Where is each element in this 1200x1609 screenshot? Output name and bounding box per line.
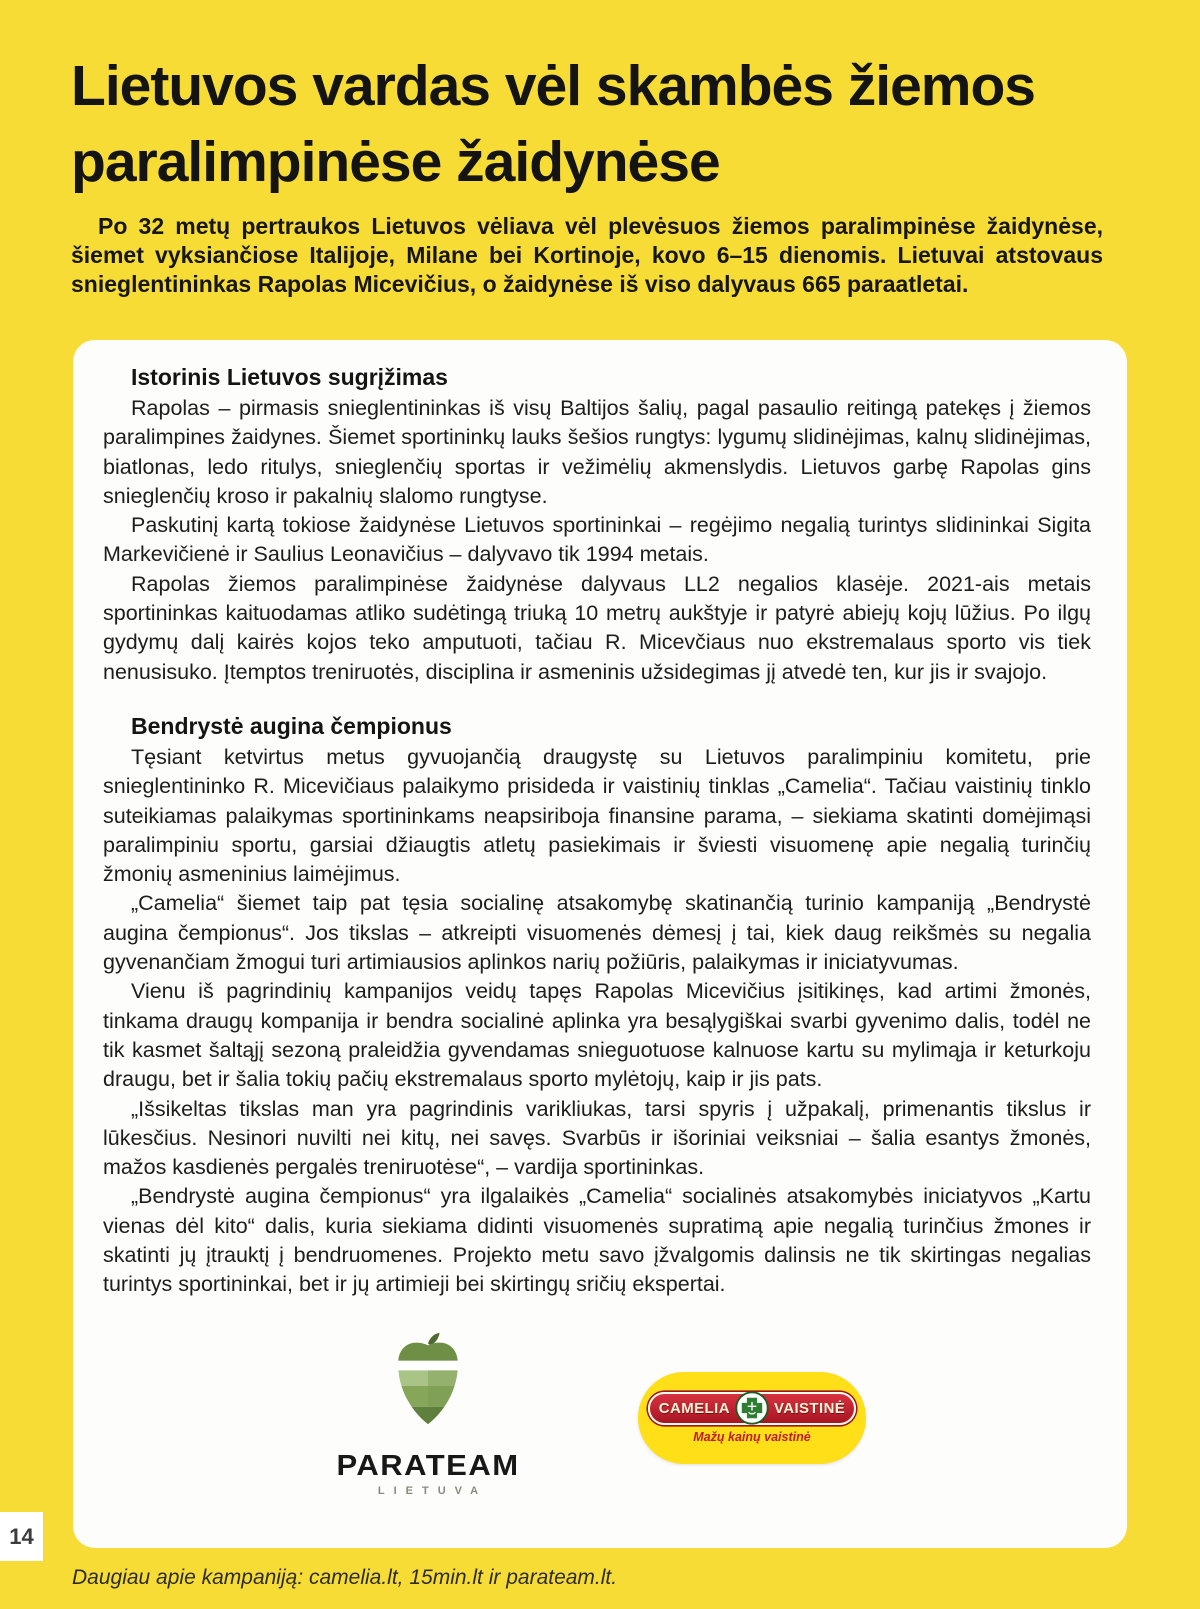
- section-heading-istorinis: Istorinis Lietuvos sugrįžimas: [131, 364, 448, 390]
- section-heading-bendryste: Bendrystė augina čempionus: [131, 712, 452, 739]
- article-paragraph: Rapolas – pirmasis snieglentininkas iš visų Baltijos šalių, pagal pasaulio reitingą patekęs į žiemos paralimpines žaidynes. Šiemet sportininkų lauks šešios rungtys: lygumų slidinėjimas, kalnų slidinėjimas, biatlonas, ledo ritulys, snieglenčių sportas ir vežimėlių akmenslydis. Lietuvos garbę Rapolas gins snieglenčių kroso ir pakalnių slalomo rungtyse.: [103, 396, 1091, 508]
- camelia-brand-right: VAISTINĖ: [773, 1399, 846, 1417]
- camelia-brand-band: [648, 1392, 856, 1425]
- camelia-logo: [638, 1372, 866, 1464]
- article-paragraph: „Camelia“ šiemet taip pat tęsia socialinę atsakomybę skatinančią turinio kampaniją „Bendrystė augina čempionus“. Jos tikslas – atkreipti visuomenės dėmesį į tai, kiek daug reikšmės su negalia gyvenančiam žmogui turi artimiausios aplinkos narių požiūris, palaikymas ir iniciatyvumas.: [103, 891, 1091, 975]
- parateam-subtitle: LIETUVA: [377, 1484, 488, 1497]
- footer-campaign-links: Daugiau apie kampaniją: camelia.lt, 15min.lt ir parateam.lt.: [72, 1566, 618, 1589]
- page-number: 14: [9, 1523, 34, 1549]
- sponsor-logos: [103, 1330, 1091, 1497]
- article-paragraph: „Bendrystė augina čempionus“ yra ilgalaikės „Camelia“ socialinės atsakomybės iniciatyvos „Kartu vienas dėl kito“ dalis, kuria siekiama didinti visuomenės supratimą apie negalią turinčius žmones ir skatinti jų įtrauktį į bendruomenes. Projekto metu savo įžvalgomis dalinsis ne tik skirtingas negalias turintys sportininkai, bet ir jų artimieji bei skirtingų sričių ekspertai.: [103, 1184, 1091, 1297]
- article-card: [73, 340, 1127, 1548]
- camelia-brand-left: CAMELIA: [658, 1399, 730, 1417]
- page-number-tab: [0, 1512, 43, 1561]
- article-paragraph: Paskutinį kartą tokiose žaidynėse Lietuvos sportininkai – regėjimo negalią turintys slidininkai Sigita Markevičienė ir Saulius Leonavičius – dalyvavo tik 1994 metais.: [103, 513, 1091, 567]
- camelia-tagline: Mažų kainų vaistinė: [693, 1429, 811, 1444]
- article-paragraph: Vienu iš pagrindinių kampanijos veidų tapęs Rapolas Micevičius įsitikinęs, kad artimi žmonės, tinkama draugų kompanija ir bendra socialinė aplinka yra besąlygiškai svarbi gyvenimo dalis, todėl ne tik kasmet šaltąjį sezoną praleidžia gyvendamas snieguotuose kalnuose kartu su mylimąja ir keturkoju draugu, bet ir šalia tokių pačių ekstremalaus sporto mylėtojų, kaip ir jis pats.: [103, 979, 1091, 1092]
- camelia-cross-icon: [735, 1391, 769, 1425]
- article-paragraph: Tęsiant ketvirtus metus gyvuojančią draugystę su Lietuvos paralimpiniu komitetu, prie snieglentininko R. Micevičiaus palaikymo prisideda ir vaistinių tinklas „Camelia“. Tačiau vaistinių tinklo suteikiamas palaikymas sportininkams neapsiriboja finansine parama, – siekiama skatinti domėjimąsi paralimpiniu sportu, garsiai džiaugtis atletų pasiekimais ir šviesti visuomenę apie negalią turinčių žmonių asmeninius laimėjimus.: [103, 744, 1091, 887]
- parateam-shield-icon: [389, 1330, 467, 1430]
- article-paragraph: „Išsikeltas tikslas man yra pagrindinis varikliukas, tarsi spyris į užpakalį, primenantis tikslus ir lūkesčius. Nesinori nuvilti nei kitų, nei savęs. Svarbūs ir išoriniai veiksniai – šalia esantys žmonės, mažos kasdienės pergalės treniruotėse“, – vardija sportininkas.: [103, 1096, 1091, 1180]
- intro-paragraph: Po 32 metų pertraukos Lietuvos vėliava vėl plevėsuos žiemos paralimpinėse žaidynėse, šiemet vyksiančiose Italijoje, Milane bei Kortinoje, kovo 6–15 dienomis. Lietuvai atstovaus snieglentininkas Rapolas Micevičius, o žaidynėse iš viso dalyvaus 665 paraatletai.: [71, 213, 1103, 297]
- parateam-logo: [328, 1330, 528, 1497]
- parateam-wordmark: PARATEAM: [336, 1449, 520, 1482]
- article-paragraph: Rapolas žiemos paralimpinėse žaidynėse dalyvaus LL2 negalios klasėje. 2021-ais metais sportininkas kaituodamas atliko sudėtingą triuką 10 metrų aukštyje ir patyrė abiejų kojų lūžius. Po ilgų gydymų dalį kairės kojos teko amputuoti, tačiau R. Micevčiaus nuo ekstremalaus sporto vis tiek nenusisuko. Įtemptos treniruotės, disciplina ir asmeninis užsidegimas jį atvedė ten, kur jis ir svajojo.: [103, 571, 1091, 684]
- page-title: Lietuvos vardas vėl skambės žiemos paralimpinėse žaidynėse: [71, 54, 1036, 194]
